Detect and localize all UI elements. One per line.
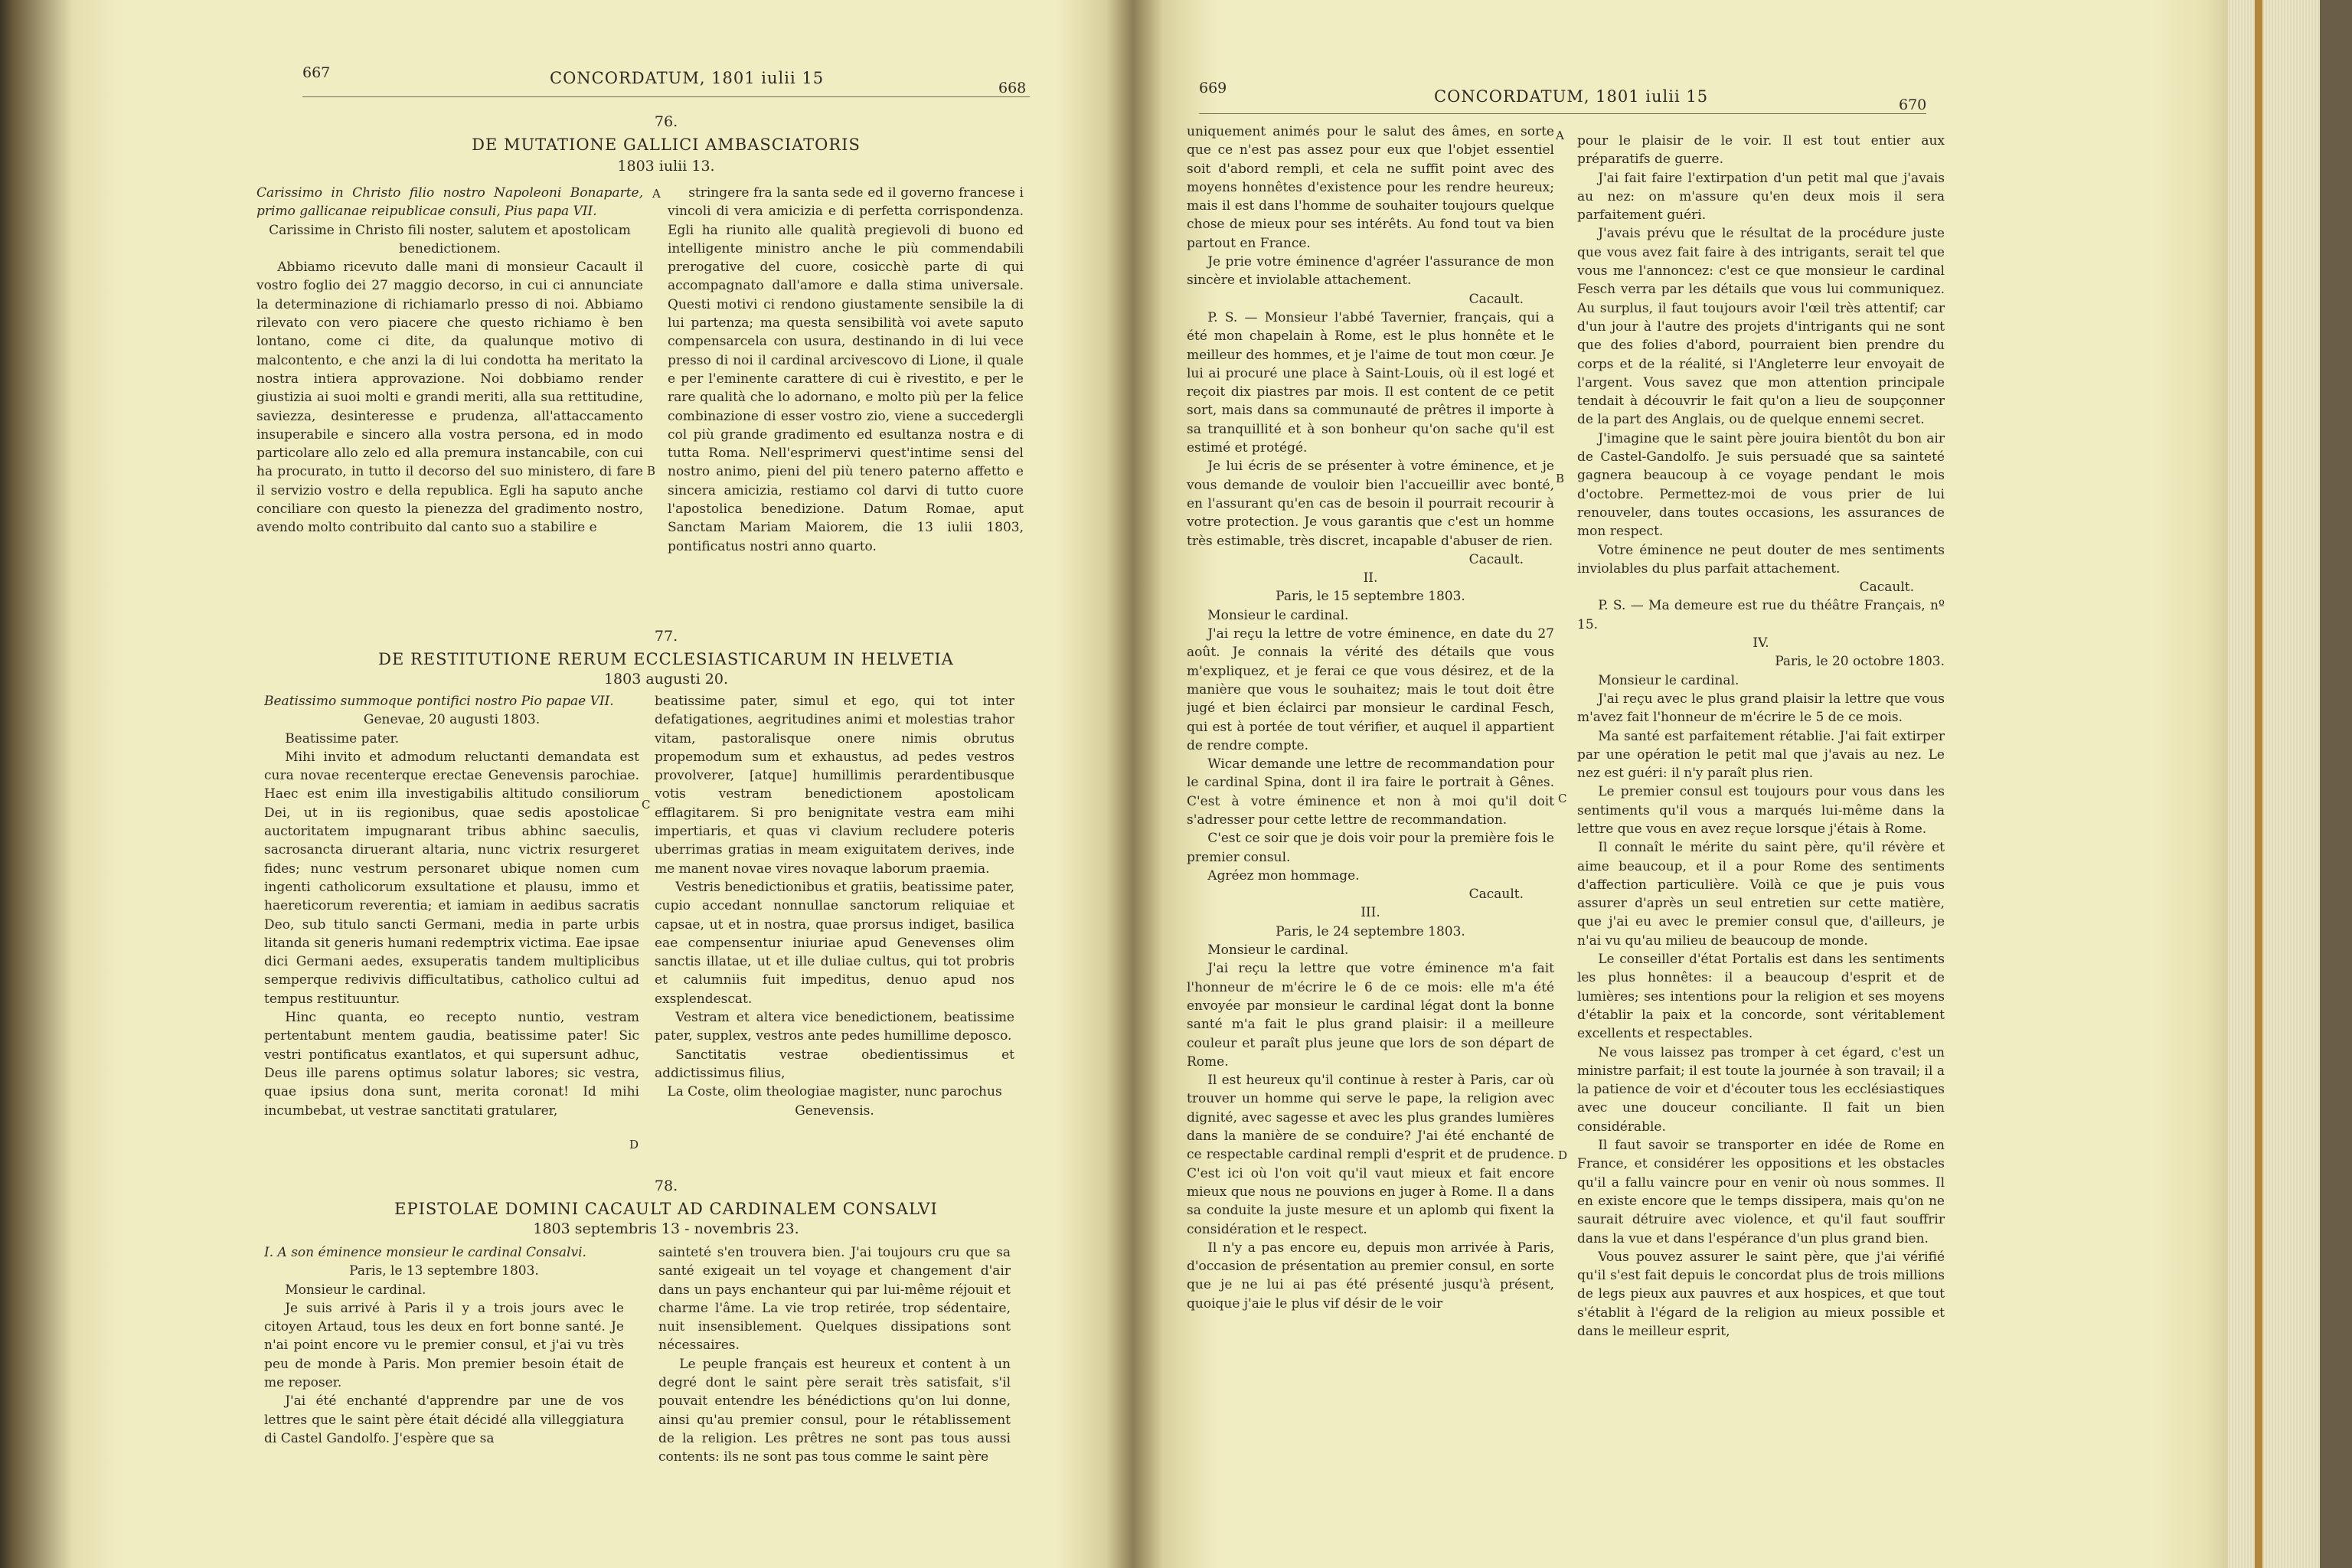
running-head-right: CONCORDATUM, 1801 iulii 15 [1434,87,1709,106]
paragraph: Monsieur le cardinal. [285,1282,426,1298]
paragraph: J'ai reçu la lettre de votre éminence, en date du 27 août. Je connais la vérité des détails que vous m'expliquez, et je ferai ce que vous désirez, et de la manière que vous le souhaitez; mais le tout doit être jugé et bien éclairci par monsieur le cardinal Fesch, qui est à portée de tout vérifier, et auquel il appartient de rendre compte. [1187,626,1554,753]
paragraph: IV. [1753,635,1769,652]
doc78-date: 1803 septembris 13 - novembris 23. [533,1220,799,1237]
right-page [1133,0,2228,1568]
paragraph: uniquement animés pour le salut des âmes, en sorte que ce n'est pas assez pour eux que l'objet essentiel soit d'abord rempli, et cela ne suffit point avec des moyens honnêtes d'existence pour les rendre heureux; mais il est dans l'homme de souhaiter toujours quelque chose de mieux pour ses intérêts. Au fond tout va bien partout en France. [1187,124,1554,251]
paragraph: Mihi invito et admodum reluctanti demandata est cura novae recenterque erectae Genevensis parochiae. Haec est enim illa investigabilis altitudo consiliorum Dei, ut in iis regionibus, quae sedis apostolicae auctoritatem impugnarant tribus abhinc saeculis, sacrosancta diruerant altaria, nunc victrix resurgeret fides; nunc vestrum personaret ubique nomen cum ingenti catholicorum exsultatione et plausu, immo et haereticorum reverentia; et iamiam in aedibus sacratis Deo, sub titulo sancti Germani, media in parte urbis litanda sit generis humani redemptrix victima. Eae ipsae dici Germani aedes, exsuperatis tandem multiplicibus semperque redivivis difficultatibus, catholico cultui ad tempus restituuntur. [264,749,639,1007]
doc77-date: 1803 augusti 20. [603,671,729,688]
right-column-1 [1187,122,1554,1508]
paragraph: Je suis arrivé à Paris il y a trois jours avec le citoyen Artaud, tous les deux en fort bonne santé. Je n'ai point encore vu le premier consul, et j'ai vu très peu de monde à Paris. Mon premier besoin était de me reposer. [264,1300,624,1391]
paragraph: Il connaît le mérite du saint père, qu'il révère et aime beaucoup, et il a pour Rome des sentiments d'affection particulière. Voilà ce que je puis vous assurer d'après un seul entretien sur cette matière, que j'ai eu avec le premier consul que, d'ailleurs, je n'ai vu qu'au milieu de beaucoup de monde. [1577,840,1945,949]
paragraph: J'ai fait faire l'extirpation d'un petit mal que j'avais au nez: on m'assure qu'en deux mois il sera parfaitement guéri. [1577,170,1945,224]
paragraph: Cacault. [1468,551,1524,567]
margin-letter-d-right: D [1558,1148,1568,1162]
paragraph: J'avais prévu que le résultat de la procédure juste que vous avez fait faire à des intrigants, serait tel que vous me l'annoncez: c'est ce que monsieur le cardinal Fesch verra par les détails que vous lui communiquez. Au surplus, il faut toujours avoir l'œil très attentif; car d'un jour à l'autre des projets d'intrigants qui ne sont que des folies d'abord, pourraient bien prendre du corps et de la réalité, si l'Angleterre leur envoyait de l'argent. Vous savez que mon attention principale tendait à découvrir le fait qu'on a lieu de soupçonner de la part des Anglais, ou de quelque ennemi secret. [1577,226,1945,428]
paragraph: Paris, le 13 septembre 1803. [349,1263,539,1279]
paragraph: Genevae, 20 augusti 1803. [363,712,541,728]
doc78-number: 78. [654,1178,678,1194]
paragraph: sainteté s'en trouvera bien. J'ai toujours cru que sa santé exigeait un tel voyage et changement d'air dans un pays enchanteur qui par lui-même réjouit et charme l'âme. La vie trop retirée, trop sédentaire, nuit insensiblement. Quelques dissipations sont nécessaires. [658,1245,1011,1354]
paragraph: Monsieur le cardinal. [1207,942,1349,959]
paragraph: Il n'y a pas encore eu, depuis mon arrivée à Paris, d'occasion de présentation au premier consul, en sorte que je ne lui ai pas été présenté jusqu'à présent, quoique j'aie le plus vif désir de le voir [1187,1240,1554,1312]
paragraph: beatissime pater, simul et ego, qui tot inter defatigationes, aegritudines animi et molestias trahor vitam, pastoralisque onere nimis obrutus propemodum sum et exhaustus, ad pedes vestros provolverer, [atque] humillimis perardentibusque votis vestram benedictionem apostolicam efflagitarem. Si pro benignitate vestra eam mihi impertiaris, et quas vi clavium recludere poteris uberrimas gratias in meam exiguitatem derives, inde me manent novae vires novaque laborum praemia. [655,694,1014,877]
paragraph: Abbiamo ricevuto dalle mani di monsieur Cacault il vostro foglio dei 27 maggio decorso, in cui ci annunciate la determinazione di richiamarlo presso di noi. Abbiamo rilevato con vero piacere che questo richiamo è ben lontano, come ci dite, da qualunque motivo di malcontento, e che anzi la di lui condotta ha meritato la nostra intiera approvazione. Noi dobbiamo render giustizia ai suoi molti e grandi meriti, alla sua rettitudine, saviezza, desinteresse e prudenza, all'attaccamento insuperabile e sincero alla vostra persona, ed in modo particolare allo zelo ed alla premura instancabile, con cui ha procurato, in tutto il decorso del suo ministero, di fare il servizio vostro e della republica. Egli ha saputo anche conciliare con questo la pienezza del gradimento nostro, avendo molto contribuito dal canto suo a stabilire e [256,260,643,536]
doc76-column-2 [668,184,1024,597]
paragraph: stringere fra la santa sede ed il governo francese i vincoli di vera amicizia e di perfetta corrispondenza. Egli ha riunito alle qualità pregievoli di buono ed intelligente ministro anche le più commendabili prerogative del cuore, cosicchè parte di qui accompagnato dall'amore e dalla stima universale. Questi motivi ci rendono giustamente sensibile la di lui partenza; ma questa sensibilità voi avete saputo compensarcela con usura, destinando in di lui vece presso di noi il cardinal arcivescovo di Lione, il quale e per l'eminente carattere di cui è rivestito, e per le rare qualità che lo adornano, e molto più per la felice combinazione di esser vostro zio, viene a succedergli col più grande gradimento ed esultanza nostra e di tutta Roma. Nell'esprimervi quest'intime sensi del nostro animo, pieni del più tenero paterno affetto e sincera amicizia, restiamo col darvi di tutto cuore l'apostolica benedizione. Datum Romae, aput Sanctam Mariam Maiorem, die 13 iulii 1803, pontificatus nostri anno quarto. [668,185,1024,554]
paragraph: Cacault. [1468,291,1524,307]
paragraph: J'ai reçu avec le plus grand plaisir la lettre que vous m'avez fait l'honneur de m'écrire le 5 de ce mois. [1577,691,1945,726]
doc76-number: 76. [654,113,678,130]
paragraph: P. S. — Monsieur l'abbé Tavernier, français, qui a été mon chapelain à Rome, est le plus honnête et le meilleur des hommes, et je l'aime de tout mon cœur. Je lui ai procuré une place à Saint-Louis, où il est logé et reçoit dix piastres par mois. Il est content de ce petit sort, mais dans sa communauté de prêtres il importe à sa tranquillité et à son bonheur qu'on sache qu'il est estimé et protégé. [1187,309,1554,456]
paragraph: Carissime in Christo fili noster, salutem et apostolicam benedictionem. [269,222,631,256]
doc78-column-2 [658,1243,1011,1504]
paragraph: Le peuple français est heureux et content à un degré dont le saint père serait très satisfait, s'il pouvait entendre les bénédictions qu'on lui donne, ainsi qu'au premier consul, pour le rétablissement de la religion. Les prêtres ne sont pas tous aussi contents: ils ne sont pas tous comme le saint père [658,1356,1011,1465]
paragraph: Wicar demande une lettre de recommandation pour le cardinal Spina, dont il ira faire le portrait à Gênes. C'est à votre éminence et non à moi qu'il doit s'adresser pour cette lettre de recommandation. [1187,756,1554,828]
doc77-column-2 [655,692,1014,1167]
paragraph: Le premier consul est toujours pour vous dans les sentiments qu'il vous a marqués lui-même dans la lettre que vous en avez reçue lorsque j'étais à Rome. [1577,784,1945,837]
page-number-667: 667 [302,64,331,81]
paragraph: Beatissime pater. [285,730,400,746]
doc76-title: DE MUTATIONE GALLICI AMBASCIATORIS [472,136,861,154]
paragraph: Cacault. [1859,580,1914,596]
paragraph: Ma santé est parfaitement rétablie. J'ai fait extirper par une opération le petit mal que j'avais au nez. Le nez est guéri: il n'y paraît plus rien. [1577,728,1945,782]
paragraph: Ne vous laissez pas tromper à cet égard, c'est un ministre parfait; il est toute la journée à son travail; il a la patience de voir et d'écouter tous les ecclésiastiques avec une douceur conciliante. Il fait un bien considérable. [1577,1044,1945,1135]
doc76-date: 1803 iulii 13. [617,158,715,175]
paragraph: Vestram et altera vice benedictionem, beatissime pater, supplex, vestros ante pedes humillime deposco. [655,1010,1014,1044]
margin-letter-a: A [652,187,661,201]
paragraph: I. A son éminence monsieur le cardinal Consalvi. [264,1245,586,1260]
margin-letter-b-right: B [1556,472,1565,485]
header-rule-right [1199,113,1926,114]
paragraph: Le conseiller d'état Portalis est dans les sentiments les plus honnêtes: il a beaucoup d'esprit et de lumières; ses intentions pour la religion et ses moyens d'établir la paix et la concorde, sont véritablement excellents et respectables. [1577,952,1945,1042]
paragraph: Je lui écris de se présenter à votre éminence, et je vous demande de vouloir bien l'accueillir avec bonté, en l'assurant qu'en cas de besoin il pourrait recourir à votre protection. Je vous garantis que c'est un homme très estimable, très discret, incapable d'abuser de rien. [1187,459,1554,549]
paragraph: Cacault. [1468,887,1524,903]
paragraph: C'est ce soir que je dois voir pour la première fois le premier consul. [1187,831,1554,865]
doc76-column-1 [256,184,643,620]
left-page [0,0,1133,1568]
margin-letter-c: C [642,798,651,812]
paragraph: J'imagine que le saint père jouira bientôt du bon air de Castel-Gandolfo. Je suis persuadé que sa sainteté gagnera beaucoup à ce voyage pendant le mois d'octobre. Permettez-moi de vous prier de lui renouveler, dans toutes occasions, les assurances de mon respect. [1577,430,1945,540]
doc78-column-1 [264,1243,624,1504]
paragraph: Je prie votre éminence d'agréer l'assurance de mon sincère et inviolable attachement. [1187,254,1554,289]
paragraph: J'ai été enchanté d'apprendre par une de vos lettres que le saint père était décidé alla villeggiatura di Castel Gandolfo. J'espère que sa [264,1393,624,1446]
paragraph: Sanctitatis vestrae obedientissimus et addictissimus filius, [655,1047,1014,1081]
book-binding-stripe [2255,0,2262,1568]
margin-letter-a-right: A [1556,129,1564,142]
paragraph: Paris, le 15 septembre 1803. [1276,589,1465,605]
paragraph: Il est heureux qu'il continue à rester à Paris, car où trouver un homme qui serve le pape, la religion avec dignité, avec sagesse et avec les plus grandes lumières dans la manière de se conduire? J'ai été enchanté de ce respectable cardinal rempli d'esprit et de prudence. C'est ici où l'on voit qu'il vaut mieux et fait encore mieux que nous ne pouvions en juger à Rome. Il a dans sa conduite la juste mesure et un aplomb qui fixent la considération et le respect. [1187,1073,1554,1237]
doc78-title: EPISTOLAE DOMINI CACAULT AD CARDINALEM CONSALVI [394,1200,938,1218]
paragraph: La Coste, olim theologiae magister, nunc parochus Genevensis. [667,1084,1002,1119]
page-number-670: 670 [1899,96,1927,113]
margin-letter-c-right: C [1558,792,1567,805]
paragraph: Vestris benedictionibus et gratiis, beatissime pater, cupio accedant nonnullae sanctorum reliquiae et capsae, ut et in nostra, quae prorsus indiget, basilica eae compensentur iniuriae apud Genevenses olim sanctis illatae, ut et ille duliae cultus, qui tot probris et calumniis fuit impeditus, denuo apud nos exsplendescat. [655,879,1014,1007]
header-rule [302,96,1030,97]
paragraph: P. S. — Ma demeure est rue du théâtre Français, nº 15. [1577,598,1945,632]
paragraph: Monsieur le cardinal. [1598,672,1740,688]
doc77-number: 77. [654,628,678,645]
paragraph: Agréez mon hommage. [1207,867,1360,884]
margin-letter-b: B [647,464,656,478]
page-number-668: 668 [998,80,1027,96]
paragraph: Il faut savoir se transporter en idée de Rome en France, et considérer les oppositions et les obstacles qu'il a fallu vaincre pour en venir où nous sommes. Il en existe encore que le temps dissipera, mais qu'on ne saurait détruire avec violence, et qu'il faut souffrir dans la vue et dans l'espérance d'un plus grand bien. [1577,1138,1945,1246]
book-cover-edge [2320,0,2352,1568]
paragraph: Carissimo in Christo filio nostro Napoleoni Bonaparte, primo gallicanae reipublicae consuli, Pius papa VII. [256,185,643,220]
doc77-title: DE RESTITUTIONE RERUM ECCLESIASTICARUM IN HELVETIA [378,650,954,668]
paragraph: II. [1363,570,1378,586]
paragraph: Vous pouvez assurer le saint père, que j'ai vérifié qu'il s'est fait depuis le concordat plus de trois millions de legs pieux aux pauvres et aux hospices, et que tout s'établit à l'égard de la religion au mieux possible et dans le meilleur esprit, [1577,1249,1945,1339]
paragraph: Hinc quanta, eo recepto nuntio, vestram pertentabunt mentem gaudia, beatissime pater! Sic vestri pontificatus exantlatos, et qui supersunt adhuc, Deus ille parens optimus solatur labores; sic vestra, quae ipsius dona sunt, merita coronat! Id mihi incumbebat, ut vestrae sanctitati gratularer, [264,1010,639,1119]
paragraph: Paris, le 20 octobre 1803. [1775,654,1945,670]
page-number-669: 669 [1199,80,1227,96]
running-head-left: CONCORDATUM, 1801 iulii 15 [550,69,825,87]
paragraph: Paris, le 24 septembre 1803. [1276,923,1465,939]
paragraph: Monsieur le cardinal. [1207,607,1349,623]
doc77-column-1 [264,692,639,1167]
paragraph: J'ai reçu la lettre que votre éminence m'a fait l'honneur de m'écrire le 6 de ce mois: elle m'a été envoyée par monsieur le cardinal légat dont la bonne santé m'a fait le plus grand plaisir: il a meilleure couleur et paraît plus jeune que lors de son départ de Rome. [1187,961,1554,1070]
paragraph: III. [1361,905,1380,921]
margin-letter-d: D [629,1138,639,1152]
paragraph: Votre éminence ne peut douter de mes sentiments inviolables du plus parfait attachement. [1577,542,1945,577]
paragraph: pour le plaisir de le voir. Il est tout entier aux préparatifs de guerre. [1577,133,1945,168]
paragraph: Beatissimo summoque pontifici nostro Pio papae VII. [264,694,614,709]
right-column-2 [1577,132,1945,1517]
